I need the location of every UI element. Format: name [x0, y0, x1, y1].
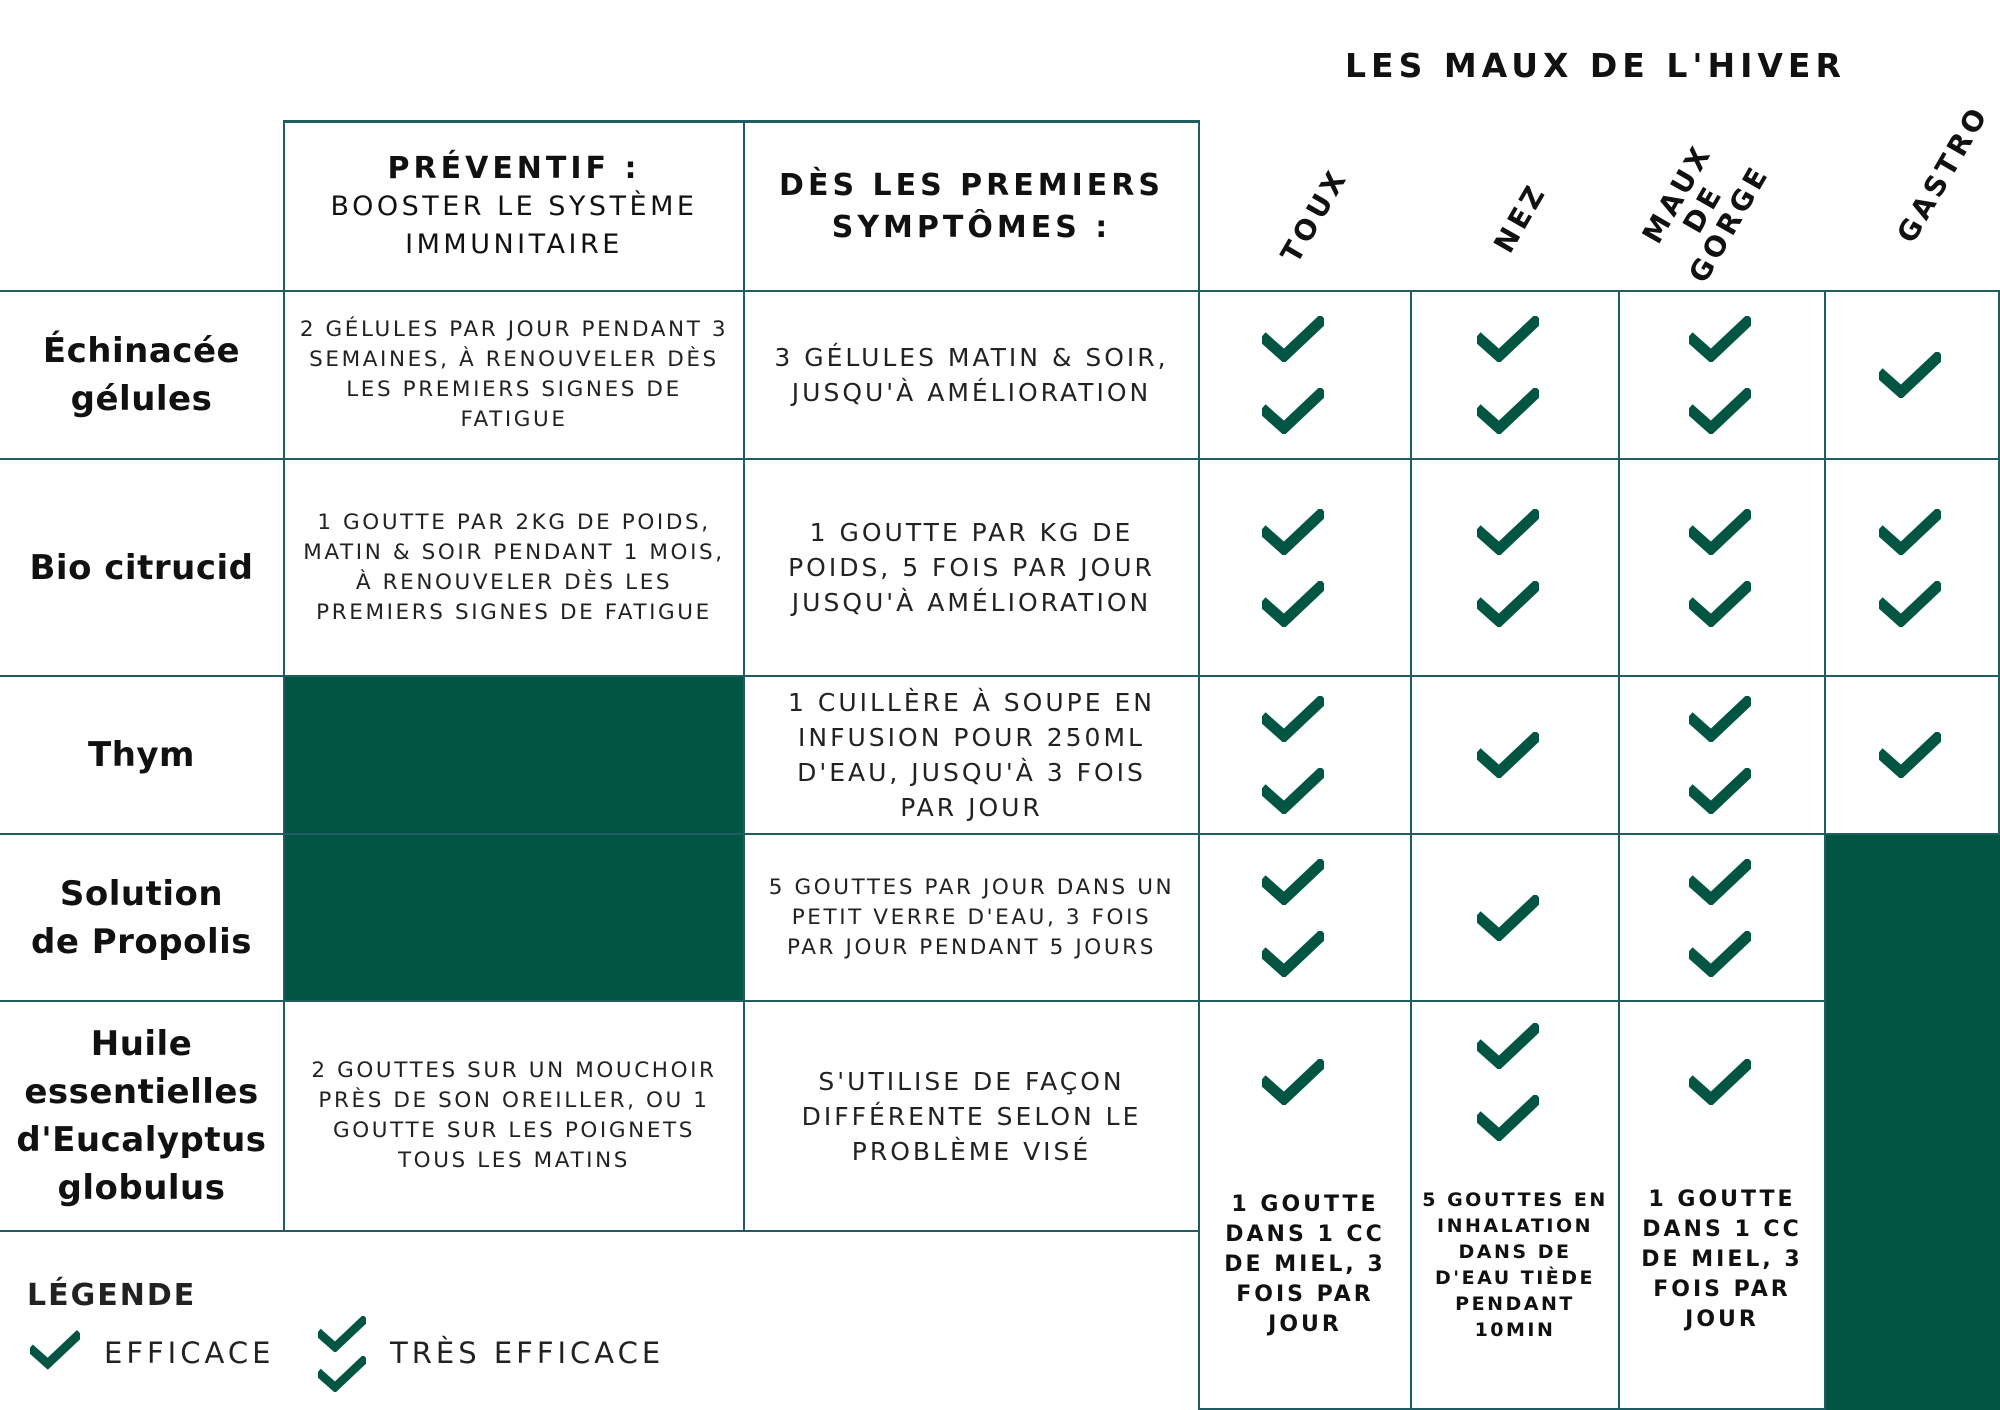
premiers-cell: 1 GOUTTE PAR KG DE POIDS, 5 FOIS PAR JOUR JUSQU'À AMÉLIORATION	[788, 518, 1155, 617]
symptom-header-toux: TOUX	[1274, 162, 1355, 269]
empty-cell-gastro	[1826, 835, 2000, 1410]
premiers-cell: S'UTILISE DE FAÇON DIFFÉRENTE SELON LE PROBLÈME VISÉ	[801, 1066, 1142, 1166]
remedy-name: Huile essentielles d'Eucalyptus globulus	[16, 1024, 267, 1208]
remedy-name: Solution de Propolis	[30, 873, 253, 962]
legend-check-icon	[30, 1330, 80, 1370]
premiers-cell: 1 CUILLÈRE À SOUPE EN INFUSION POUR 250ML D'EAU, JUSQU'À 3 FOIS PAR JOUR	[788, 688, 1155, 822]
legend-title: LÉGENDE	[27, 1278, 197, 1313]
usage-note-maux-de-gorge: 1 GOUTTE DANS 1 CC DE MIEL, 3 FOIS PAR JOUR	[1641, 1187, 1803, 1332]
remedy-name: Échinacée gélules	[42, 331, 241, 419]
check-icon-toux	[1262, 509, 1324, 555]
check-icon-gastro	[1879, 732, 1941, 778]
check-icon-toux	[1262, 931, 1324, 977]
preventif-cell: 2 GÉLULES PAR JOUR PENDANT 3 SEMAINES, À RENOUVELER DÈS LES PREMIERS SIGNES DE FATIGUE	[299, 317, 729, 432]
symptom-header-maux-de-gorge-label: MAUX DE GORGE	[1635, 138, 1776, 289]
check-icon-maux-de-gorge	[1689, 581, 1751, 627]
check-icon-maux-de-gorge	[1689, 696, 1751, 742]
check-icon-toux	[1262, 388, 1324, 434]
empty-cell-propolis-preventif	[285, 835, 743, 1000]
check-icon-toux	[1262, 696, 1324, 742]
premiers-cell: 5 GOUTTES PAR JOUR DANS UN PETIT VERRE D'EAU, 3 FOIS PAR JOUR PENDANT 5 JOURS	[768, 874, 1175, 960]
legend-efficace-label: EFFICACE	[104, 1336, 275, 1370]
legend-double-check-icon	[318, 1316, 366, 1352]
grid-line	[0, 1230, 1200, 1232]
check-icon-gastro	[1879, 352, 1941, 398]
check-icon-maux-de-gorge	[1689, 931, 1751, 977]
header-preventif-subtitle: BOOSTER LE SYSTÈME IMMUNITAIRE	[330, 190, 698, 260]
check-icon-nez	[1477, 732, 1539, 778]
remedy-name: Bio citrucid	[29, 547, 254, 588]
grid-line	[1410, 290, 1412, 1410]
grid-line	[1198, 120, 1200, 1410]
check-icon-toux	[1262, 1059, 1324, 1105]
check-icon-maux-de-gorge	[1689, 768, 1751, 814]
legend-tres-efficace-label: TRÈS EFFICACE	[390, 1336, 665, 1370]
header-premiers-symptomes	[745, 123, 1198, 290]
check-icon-gastro	[1879, 581, 1941, 627]
check-icon-maux-de-gorge	[1689, 859, 1751, 905]
check-icon-maux-de-gorge	[1689, 509, 1751, 555]
check-icon-nez	[1477, 509, 1539, 555]
remedy-name: Thym	[88, 735, 195, 775]
header-premiers-text: DÈS LES PREMIERS SYMPTÔMES :	[779, 167, 1164, 245]
check-icon-nez	[1477, 316, 1539, 362]
header-preventif	[285, 123, 743, 290]
usage-note-toux: 1 GOUTTE DANS 1 CC DE MIEL, 3 FOIS PAR JOUR	[1224, 1192, 1386, 1337]
check-icon-toux	[1262, 581, 1324, 627]
check-icon-toux	[1262, 859, 1324, 905]
check-icon-toux	[1262, 316, 1324, 362]
chart-title: LES MAUX DE L'HIVER	[1345, 46, 1846, 85]
usage-note-nez: 5 GOUTTES EN INHALATION DANS DE D'EAU TIÈDE PENDANT 10MIN	[1422, 1189, 1608, 1341]
check-icon-nez	[1477, 1023, 1539, 1069]
check-icon-nez	[1477, 1095, 1539, 1141]
check-icon-maux-de-gorge	[1689, 316, 1751, 362]
symptom-header-gastro: GASTRO	[1890, 99, 1996, 249]
preventif-cell: 1 GOUTTE PAR 2KG DE POIDS, MATIN & SOIR PENDANT 1 MOIS, À RENOUVELER DÈS LES PREMIERS SIGNES DE FATIGUE	[303, 509, 725, 625]
check-icon-nez	[1477, 388, 1539, 434]
empty-cell-thym-preventif	[285, 677, 743, 833]
premiers-cell: 3 GÉLULES MATIN & SOIR, JUSQU'À AMÉLIORATION	[774, 343, 1169, 407]
grid-line	[1618, 290, 1620, 1410]
check-icon-maux-de-gorge	[1689, 388, 1751, 434]
header-preventif-title: PRÉVENTIF :	[387, 150, 641, 186]
check-icon-gastro	[1879, 509, 1941, 555]
symptom-header-maux-de-gorge	[1622, 113, 1785, 305]
check-icon-nez	[1477, 581, 1539, 627]
symptom-header-nez: NEZ	[1487, 177, 1554, 259]
check-icon-toux	[1262, 768, 1324, 814]
check-icon-nez	[1477, 895, 1539, 941]
preventif-cell: 2 GOUTTES SUR UN MOUCHOIR PRÈS DE SON OREILLER, OU 1 GOUTTE SUR LES POIGNETS TOUS LES MATINS	[311, 1058, 717, 1173]
check-icon-maux-de-gorge	[1689, 1059, 1751, 1105]
legend-double-check-icon	[318, 1356, 366, 1392]
